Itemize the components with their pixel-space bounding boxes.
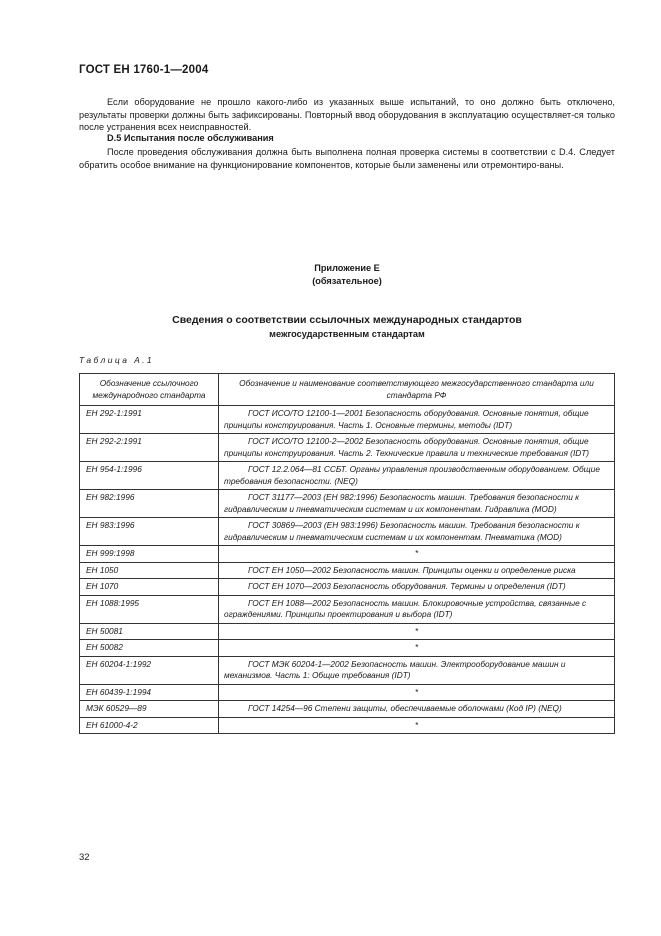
table-row (80, 656, 615, 684)
standard-code: ЕН 60439-1:1994 (80, 684, 219, 701)
table-row (80, 595, 615, 623)
standard-description: * (219, 717, 615, 734)
standard-description: * (219, 640, 615, 657)
table-body (80, 406, 615, 734)
standard-description: * (219, 546, 615, 563)
standard-description: ГОСТ 14254—96 Степени защиты, обеспечиваемые оболочками (Код IP) (NEQ) (219, 701, 615, 718)
standard-code: ЕН 292-1:1991 (80, 406, 219, 434)
paragraph-2: После проведения обслуживания должна быть выполнена полная проверка системы в соответствии с D.4. Следует обратить особое внимание на функционирование компонентов, которые были заменены или отремонтиро-ваны. (79, 147, 615, 170)
table-header-row (80, 374, 615, 406)
appendix-label: Приложение Е (314, 263, 380, 273)
standard-description: ГОСТ ЕН 1088—2002 Безопасность машин. Блокировочные устройства, связанные с ограждениями. Принципы проектирования и выбора (IDT) (219, 595, 615, 623)
paragraph-1: Если оборудование не прошло какого-либо из указанных выше испытаний, то оно должно быть отключено, результаты проверки должны быть зафиксированы. Повторный ввод оборудования в эксплуатацию осуществляет-ся только после устранения всех неисправностей. (79, 97, 615, 133)
section-title: D.5 Испытания после обслуживания (107, 133, 274, 143)
standard-code: ЕН 982:1996 (80, 490, 219, 518)
table-row (80, 406, 615, 434)
standard-description: * (219, 623, 615, 640)
table-row (80, 717, 615, 734)
standard-description: ГОСТ 30869—2003 (ЕН 983:1996) Безопасность машин. Требования безопасности к гидравлическим и пневматическим системам и их компонентам. Пневматика (MOD) (219, 518, 615, 546)
table-caption: Таблица А.1 (79, 355, 155, 365)
standard-code: ЕН 61000-4-2 (80, 717, 219, 734)
standard-code: ЕН 1070 (80, 579, 219, 596)
page-number: 32 (79, 852, 90, 863)
standard-code: ЕН 999:1998 (80, 546, 219, 563)
table-row (80, 579, 615, 596)
table-row (80, 623, 615, 640)
standard-code: ЕН 50081 (80, 623, 219, 640)
table-row (80, 490, 615, 518)
standard-code: ЕН 1088:1995 (80, 595, 219, 623)
standard-description: ГОСТ ИСО/ТО 12100-2—2002 Безопасность оборудования. Основные понятия, общие принципы конструирования. Часть 2. Технические правила и технические требования (IDT) (219, 434, 615, 462)
standard-code: ЕН 1050 (80, 562, 219, 579)
appendix-type: (обязательное) (312, 276, 382, 286)
table-row (80, 434, 615, 462)
table-row (80, 562, 615, 579)
table-row (80, 462, 615, 490)
standard-code: ЕН 954-1:1996 (80, 462, 219, 490)
column-header-international: Обозначение ссылочного международного стандарта (80, 374, 219, 406)
standard-code: ЕН 50082 (80, 640, 219, 657)
table-row (80, 701, 615, 718)
standard-code: МЭК 60529—89 (80, 701, 219, 718)
column-header-interstate: Обозначение и наименование соответствующего межгосударственного стандарта или стандарта РФ (219, 374, 615, 406)
standard-code: ЕН 292-2:1991 (80, 434, 219, 462)
standard-description: * (219, 684, 615, 701)
standard-code: ЕН 983:1996 (80, 518, 219, 546)
standard-description: ГОСТ 12.2.064—81 ССБТ. Органы управления производственным оборудованием. Общие требования безопасности. (NEQ) (219, 462, 615, 490)
standard-description: ГОСТ МЭК 60204-1—2002 Безопасность машин. Электрооборудование машин и механизмов. Часть 1: Общие требования (IDT) (219, 656, 615, 684)
document-header: ГОСТ ЕН 1760-1—2004 (79, 64, 209, 76)
standard-description: ГОСТ ЕН 1050—2002 Безопасность машин. Принципы оценки и определение риска (219, 562, 615, 579)
appendix-title: Сведения о соответствии ссылочных международных стандартов (172, 314, 522, 326)
table-row (80, 684, 615, 701)
standard-description: ГОСТ 31177—2003 (ЕН 982:1996) Безопасность машин. Требования безопасности к гидравлическим и пневматическим системам и их компонентам. Гидравлика (MOD) (219, 490, 615, 518)
appendix-subtitle: межгосударственным стандартам (269, 329, 425, 339)
standard-code: ЕН 60204-1:1992 (80, 656, 219, 684)
standard-description: ГОСТ ИСО/ТО 12100-1—2001 Безопасность оборудования. Основные понятия, общие принципы конструирования. Часть 1. Основные термины, методы (IDT) (219, 406, 615, 434)
table-row (80, 640, 615, 657)
table-row (80, 546, 615, 563)
table-row (80, 518, 615, 546)
standards-table (79, 373, 615, 734)
standard-description: ГОСТ ЕН 1070—2003 Безопасность оборудования. Термины и определения (IDT) (219, 579, 615, 596)
